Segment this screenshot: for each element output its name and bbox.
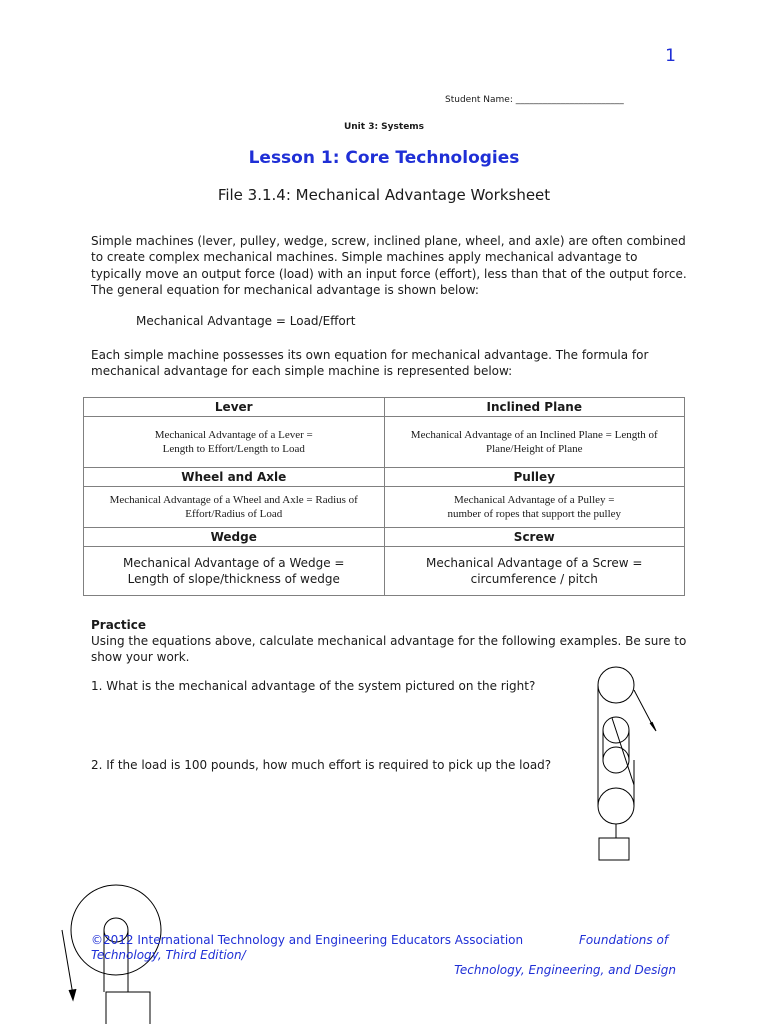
header-wedge: Wedge: [84, 528, 385, 547]
formula-wedge-line2: Length of slope/thickness of wedge: [127, 572, 340, 586]
middle-pulley-1: [603, 717, 629, 743]
formula-pulley: [384, 487, 685, 528]
file-title: File 3.1.4: Mechanical Advantage Worksheet: [217, 186, 551, 204]
formula-inclined-line2: Plane/Height of Plane: [485, 443, 583, 455]
course-title-part1: Foundations of: [579, 933, 669, 947]
rope-diagonal: [612, 718, 634, 785]
header-screw: Screw: [384, 528, 685, 547]
formula-screw-line2: circumference / pitch: [470, 572, 598, 586]
formula-lever: [84, 417, 385, 468]
course-title-part2: Technology, Third Edition/: [91, 948, 246, 962]
wheel-load-box: [106, 992, 150, 1024]
lesson-title: Lesson 1: Core Technologies: [248, 148, 520, 168]
practice-heading: Practice: [91, 618, 147, 632]
course-title-part3: Technology, Engineering, and Design: [454, 963, 676, 977]
header-wheel-axle: Wheel and Axle: [84, 468, 385, 487]
formula-wedge: [84, 547, 385, 596]
formula-lever-line1: Mechanical Advantage of a Lever =: [154, 429, 313, 441]
general-equation: Mechanical Advantage = Load/Effort: [136, 314, 356, 328]
formula-wheel-axle: [84, 487, 385, 528]
intro-paragraph: Simple machines (lever, pulley, wedge, screw, inclined plane, wheel, and axle) are often combined to create complex mechanical machines. Simple machines apply mechanical advantage to typically move an output force (load) with an input force (effort), less than that of the output force. The general equation for mechanical advantage is shown below:: [91, 234, 687, 297]
each-machine-paragraph: Each simple machine possesses its own equation for mechanical advantage. The formula for mechanical advantage for each simple machine is represented below:: [91, 348, 649, 379]
formula-pulley-line1: Mechanical Advantage of a Pulley =: [454, 494, 615, 506]
effort-line: [634, 690, 654, 728]
formula-screw-line1: Mechanical Advantage of a Screw =: [426, 556, 643, 570]
page-number: 1: [665, 46, 676, 66]
wheel-effort-arrow-icon: [69, 989, 76, 1000]
top-pulley: [598, 667, 634, 703]
formula-wheel-line1: Mechanical Advantage of a Wheel and Axle = Radius of: [109, 494, 358, 506]
header-lever: Lever: [84, 398, 385, 417]
footer-copyright: [91, 933, 571, 963]
formula-lever-line2: Length to Effort/Length to Load: [162, 443, 305, 455]
middle-pulley-2: [603, 747, 629, 773]
header-pulley: Pulley: [384, 468, 685, 487]
unit-label: Unit 3: Systems: [343, 122, 425, 132]
formula-wedge-line1: Mechanical Advantage of a Wedge =: [123, 556, 345, 570]
formula-wheel-line2: Effort/Radius of Load: [185, 508, 283, 520]
load-box: [599, 838, 629, 860]
header-inclined-plane: Inclined Plane: [384, 398, 685, 417]
formula-inclined-line1: Mechanical Advantage of an Inclined Plane = Length of: [410, 429, 658, 441]
question-2: 2. If the load is 100 pounds, how much effort is required to pick up the load?: [91, 758, 552, 772]
bottom-pulley: [598, 788, 634, 824]
wheel-effort-line: [62, 930, 73, 995]
effort-arrow-icon: [650, 722, 656, 731]
formula-screw: [384, 547, 685, 596]
mechanical-advantage-table: [83, 397, 685, 596]
formula-inclined-plane: [384, 417, 685, 468]
practice-instructions: Using the equations above, calculate mechanical advantage for the following examples. Be sure to show your work.: [91, 634, 687, 665]
student-name-field: Student Name: ________________________: [445, 95, 624, 105]
formula-pulley-line2: number of ropes that support the pulley: [447, 508, 622, 520]
question-1: 1. What is the mechanical advantage of the system pictured on the right?: [91, 679, 536, 693]
copyright-text: ©2012 International Technology and Engineering Educators Association: [91, 933, 524, 947]
